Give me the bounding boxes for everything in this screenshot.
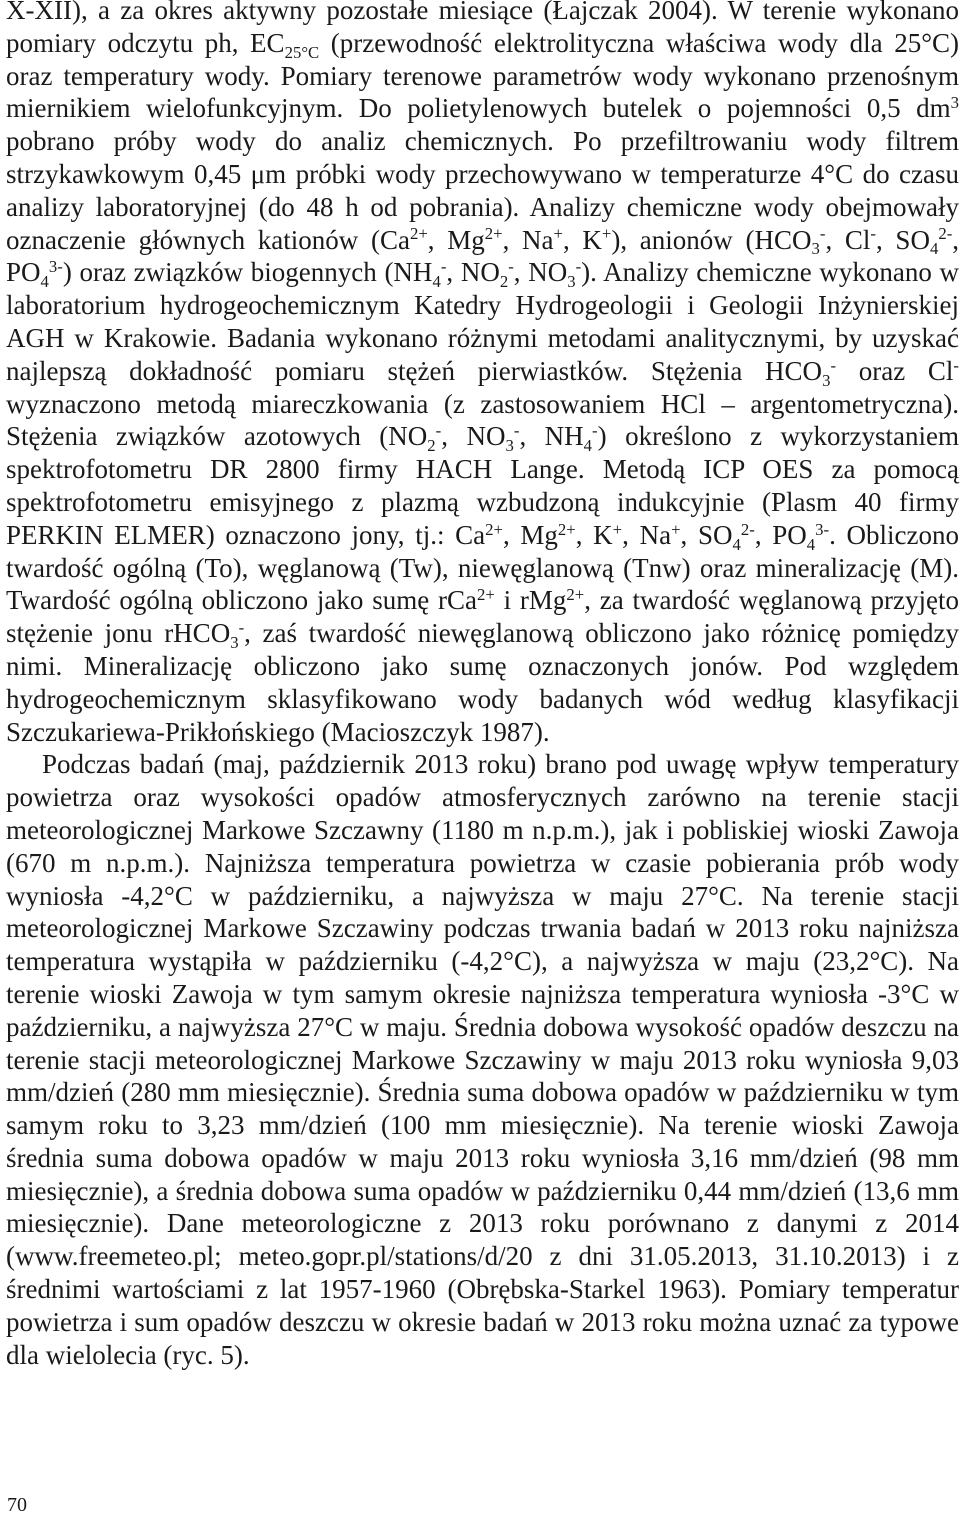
page-number: 70 (7, 1494, 27, 1516)
paragraph-methods: X-XII), a za okres aktywny pozostałe miesiące (Łajczak 2004). W terenie wykonano pomiary odczytu ph, $EC_{25^\circ C}$ (przewodność elektrolityczna właściwa wody dla 25°C) oraz temperatury wody. Pomiary terenowe parametrów wody wykonano przenośnym miernikiem wielofunkcyjnym. Do polietylenowych butelek o pojemności 0,5 $dm^3$ pobrano próby wody do analiz chemicznych. Po przefiltrowaniu wody filtrem strzykawkowym 0,45 μm próbki wody przechowywano w temperaturze 4°C do czasu analizy laboratoryjnej (do 48 h od pobrania). Analizy chemiczne wody obejmowały oznaczenie głównych kationów ($Ca^{2+}$, $Mg^{2+}$, Na+, K+), anionów ($HCO_3^-$, Cl-, $SO_4^{2-}$, $PO_4^{3-}$) oraz związków biogennych ($NH_4^-$, $NO_2^-$, $NO_3^-$). Analizy chemiczne wykonano w laboratorium hydrogeochemicznym Katedry Hydrogeologii i Geologii Inżynierskiej AGH w Krakowie. Badania wykonano różnymi metodami analitycznymi, by uzyskać najlepszą dokładność pomiaru stężeń pierwiastków. Stężenia $HCO_3^-$ oraz Cl- wyznaczono metodą miareczkowania (z zastosowaniem HCl – argentometryczna). Stężenia związków azotowych ($NO_2^-$, $NO_3^-$, $NH_4^-$) określono z wykorzystaniem spektrofotometru DR 2800 firmy HACH Lange. Metodą ICP OES za pomocą spektrofotometru emisyjnego z plazmą wzbudzoną indukcyjnie (Plasm 40 firmy PERKIN ELMER) oznaczono jony, tj.: $Ca^{2+}$, $Mg^{2+}$, K+, Na+, $SO_4^{2-}$, $PO_4^{3-}$. Obliczono twardość ogólną (To), węglanową (Tw), niewęglanową (Tnw) oraz mineralizację (M). Twardość ogólną obliczono jako sumę rCa$^{2+}$ i rMg$^{2+}$, za twardość węglanową przyjęto stężenie jonu rHCO$_3$-, zaś twardość niewęglanową obliczono jako różnicę pomiędzy nimi. Mineralizację obliczono jako sumę oznaczonych jonów. Pod względem hydrogeochemicznym sklasyfikowano wody badanych wód według klasyfikacji Szczukariewa-Prikłońskiego (Macioszczyk 1987). (6, 0, 960, 747)
document-body (6, 0, 959, 1371)
paragraph-meteorology: Podczas badań (maj, październik 2013 roku) brano pod uwagę wpływ temperatury powietrza oraz wysokości opadów atmosferycznych zarówno na terenie stacji meteorologicznej Markowe Szczawny (1180 m n.p.m.), jak i pobliskiej wioski Zawoja (670 m n.p.m.). Najniższa temperatura powietrza w czasie pobierania prób wody wyniosła -4,2°C w październiku, a najwyższa w maju 27°C. Na terenie stacji meteorologicznej Markowe Szczawiny podczas trwania badań w 2013 roku najniższa temperatura wystąpiła w październiku (-4,2°C), a najwyższa w maju (23,2°C). Na terenie wioski Zawoja w tym samym okresie najniższa temperatura wyniosła -3°C w październiku, a najwyższa 27°C w maju. Średnia dobowa wysokość opadów deszczu na terenie stacji meteorologicznej Markowe Szczawiny w maju 2013 roku wyniosła 9,03 mm/dzień (280 mm miesięcznie). Średnia suma dobowa opadów w październiku w tym samym roku to 3,23 mm/dzień (100 mm miesięcznie). Na terenie wioski Zawoja średnia suma dobowa opadów w maju 2013 roku wyniosła 3,16 mm/dzień (98 mm miesięcznie), a średnia dobowa suma opadów w październiku 0,44 mm/dzień (13,6 mm miesięcznie). Dane meteorologiczne z 2013 roku porównano z danymi z 2014 (www.freemeteo.pl; meteo.gopr.pl/stations/d/20 z dni 31.05.2013, 31.10.2013) i z średnimi wartościami z lat 1957-1960 (Obrębska-Starkel 1963). Pomiary temperatur powietrza i sum opadów deszczu w okresie badań w 2013 roku można uznać za typowe dla wielolecia (ryc. 5). (6, 749, 959, 1370)
